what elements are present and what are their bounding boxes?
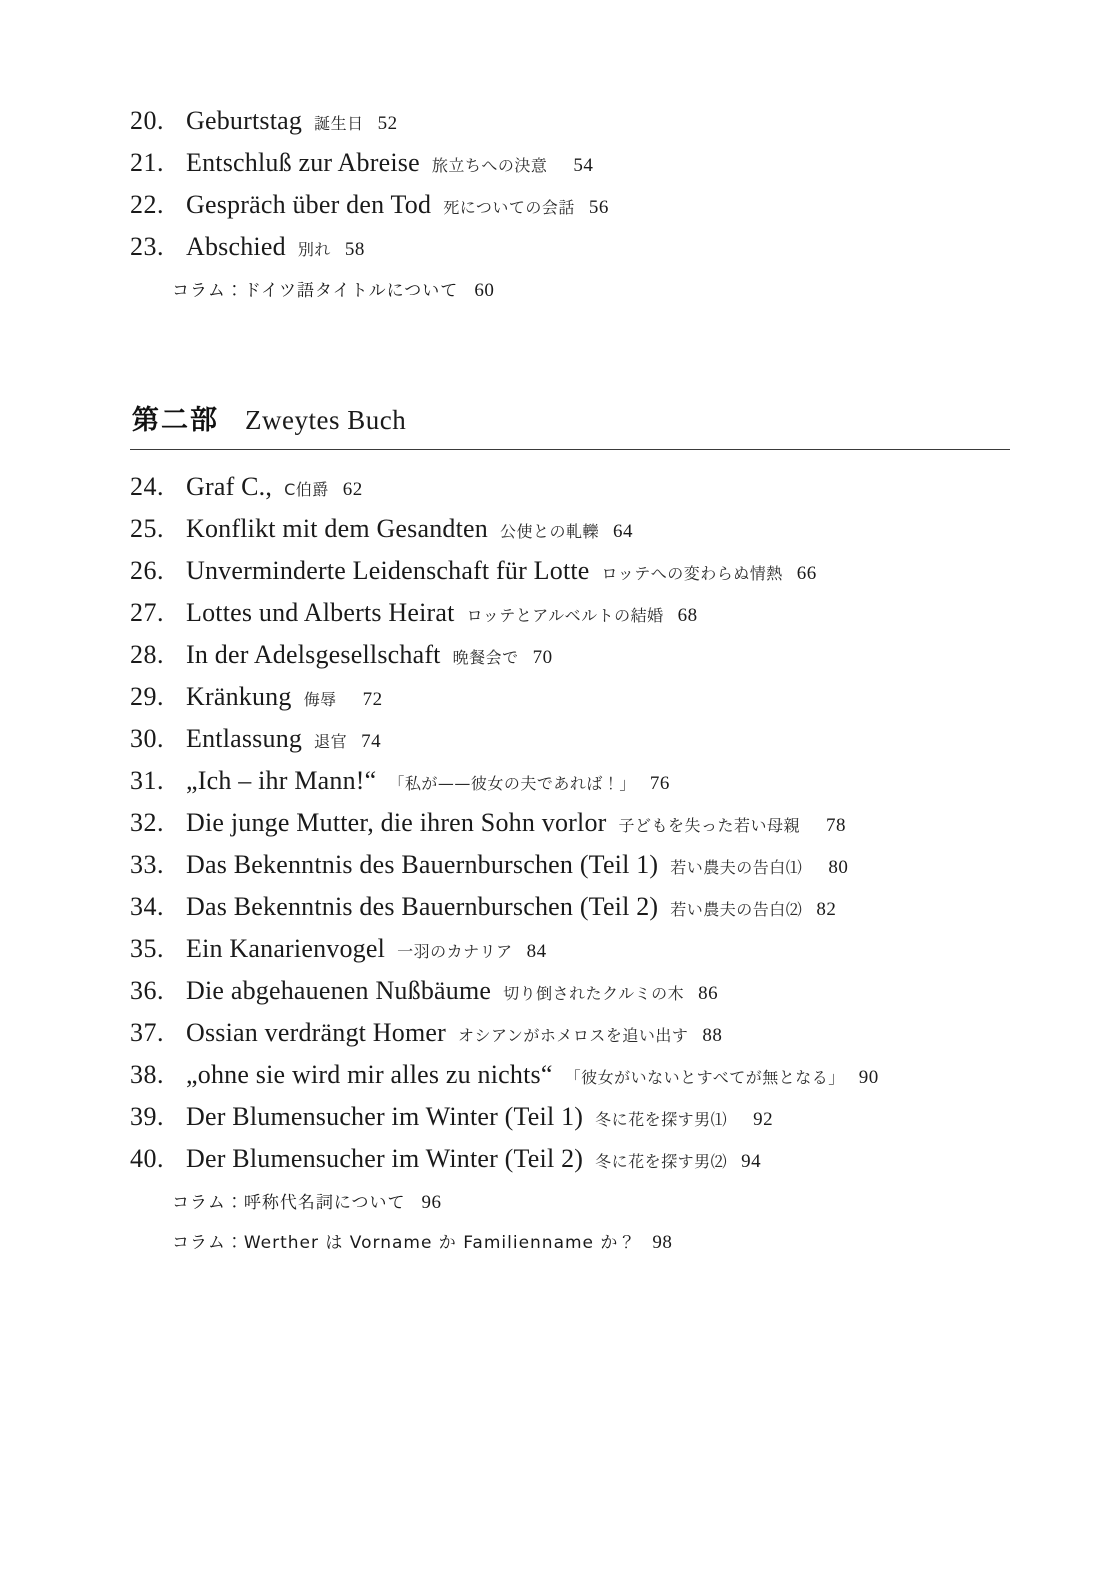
part-heading	[130, 398, 1010, 437]
entry-page-number: 84	[526, 941, 547, 962]
entry-number: 22.	[130, 190, 164, 219]
entry-title-de: Das Bekenntnis des Bauernburschen (Teil 2)	[186, 892, 659, 921]
toc-entry[interactable]	[130, 190, 1010, 220]
column-label: コラム：呼称代名詞について	[172, 1193, 406, 1213]
entry-page-number: 62	[342, 479, 363, 500]
entry-title-de: „Ich – ihr Mann!“	[186, 766, 377, 795]
entry-title-de: Gespräch über den Tod	[186, 190, 432, 219]
entry-title-de: Graf C.,	[186, 472, 273, 501]
toc-entry[interactable]	[130, 976, 1010, 1006]
entry-title-de: Das Bekenntnis des Bauernburschen (Teil 1)	[186, 850, 659, 879]
entry-number: 30.	[130, 724, 164, 753]
entry-page-number: 56	[588, 197, 609, 218]
column-page-number: 96	[421, 1192, 442, 1213]
entry-title-ja: オシアンがホメロスを追い出す	[458, 1026, 689, 1045]
entry-number: 24.	[130, 472, 164, 501]
entry-number: 33.	[130, 850, 164, 879]
part-heading-de: Zweytes Buch	[245, 405, 407, 435]
entry-title-ja: ロッテとアルベルトの結婚	[466, 606, 664, 625]
toc-section-one	[130, 106, 1010, 302]
entry-title-de: „ohne sie wird mir alles zu nichts“	[186, 1060, 553, 1089]
entry-title-de: Entschluß zur Abreise	[186, 148, 420, 177]
entry-title-ja: 公使との軋轢	[499, 522, 599, 541]
entry-page-number: 82	[816, 899, 837, 920]
entry-page-number: 90	[858, 1067, 879, 1088]
toc-section-two	[130, 472, 1010, 1254]
toc-entry[interactable]	[130, 934, 1010, 964]
entry-title-de: Der Blumensucher im Winter (Teil 1)	[186, 1102, 584, 1131]
entry-title-ja: 誕生日	[314, 114, 364, 133]
entry-page-number: 72	[362, 689, 383, 710]
entry-number: 20.	[130, 106, 164, 135]
entry-title-ja: C伯爵	[284, 480, 329, 499]
column-page-number: 98	[652, 1232, 673, 1253]
entry-number: 40.	[130, 1144, 164, 1173]
toc-entry[interactable]	[130, 556, 1010, 586]
entry-title-de: In der Adelsgesellschaft	[186, 640, 441, 669]
entry-title-ja: 「私が——彼女の夫であれば！」	[388, 774, 636, 793]
entry-title-ja: 侮辱	[303, 690, 337, 709]
entry-number: 39.	[130, 1102, 164, 1131]
entry-title-ja: ロッテへの変わらぬ情熱	[601, 564, 783, 583]
entry-page-number: 94	[741, 1151, 762, 1172]
toc-column-entry[interactable]	[130, 276, 1010, 302]
toc-entry[interactable]	[130, 1018, 1010, 1048]
entry-number: 21.	[130, 148, 164, 177]
toc-entry[interactable]	[130, 232, 1010, 262]
entry-title-de: Entlassung	[186, 724, 303, 753]
toc-entry[interactable]	[130, 106, 1010, 136]
toc-column-entry[interactable]	[130, 1188, 1010, 1214]
column-page-number: 60	[474, 280, 495, 301]
toc-entry[interactable]	[130, 640, 1010, 670]
toc-container	[130, 96, 1010, 1260]
entry-title-de: Unverminderte Leidenschaft für Lotte	[186, 556, 590, 585]
entry-title-ja: 冬に花を探す男⑵	[595, 1152, 728, 1171]
entry-number: 31.	[130, 766, 164, 795]
entry-title-de: Kränkung	[186, 682, 292, 711]
entry-number: 37.	[130, 1018, 164, 1047]
entry-title-ja: 晩餐会で	[452, 648, 519, 667]
entry-page-number: 92	[753, 1109, 774, 1130]
entry-title-de: Konflikt mit dem Gesandten	[186, 514, 488, 543]
toc-entry[interactable]	[130, 514, 1010, 544]
entry-title-de: Geburtstag	[186, 106, 303, 135]
toc-entry[interactable]	[130, 724, 1010, 754]
toc-entry[interactable]	[130, 1102, 1010, 1132]
toc-entry[interactable]	[130, 682, 1010, 712]
column-label: コラム：ドイツ語タイトルについて	[172, 281, 459, 301]
entry-page-number: 74	[361, 731, 382, 752]
entry-number: 27.	[130, 598, 164, 627]
entry-title-ja: 「彼女がいないとすべてが無となる」	[564, 1068, 845, 1087]
entry-title-de: Die junge Mutter, die ihren Sohn vorlor	[186, 808, 607, 837]
toc-entry[interactable]	[130, 148, 1010, 178]
toc-entry[interactable]	[130, 472, 1010, 502]
entry-number: 26.	[130, 556, 164, 585]
entry-page-number: 52	[377, 113, 398, 134]
entry-title-de: Die abgehauenen Nußbäume	[186, 976, 492, 1005]
entry-number: 35.	[130, 934, 164, 963]
toc-entry[interactable]	[130, 808, 1010, 838]
entry-number: 23.	[130, 232, 164, 261]
entry-title-ja: 子どもを失った若い母親	[618, 816, 801, 835]
entry-title-ja: 若い農夫の告白⑵	[670, 900, 803, 919]
toc-entry[interactable]	[130, 850, 1010, 880]
toc-entry[interactable]	[130, 1060, 1010, 1090]
entry-page-number: 66	[796, 563, 817, 584]
entry-number: 32.	[130, 808, 164, 837]
entry-title-de: Ossian verdrängt Homer	[186, 1018, 446, 1047]
entry-page-number: 68	[677, 605, 698, 626]
entry-title-de: Der Blumensucher im Winter (Teil 2)	[186, 1144, 584, 1173]
entry-page-number: 78	[826, 815, 847, 836]
entry-number: 36.	[130, 976, 164, 1005]
entry-page-number: 70	[532, 647, 553, 668]
toc-entry[interactable]	[130, 892, 1010, 922]
entry-page-number: 86	[698, 983, 719, 1004]
entry-page-number: 58	[344, 239, 365, 260]
part-divider	[130, 449, 1010, 450]
toc-entry[interactable]	[130, 766, 1010, 796]
toc-entry[interactable]	[130, 598, 1010, 628]
entry-page-number: 54	[573, 155, 594, 176]
entry-title-ja: 若い農夫の告白⑴	[670, 858, 803, 877]
entry-title-ja: 冬に花を探す男⑴	[595, 1110, 728, 1129]
entry-page-number: 80	[828, 857, 849, 878]
entry-page-number: 76	[649, 773, 670, 794]
entry-title-ja: 切り倒されたクルミの木	[503, 984, 685, 1003]
toc-entry[interactable]	[130, 1144, 1010, 1174]
entry-title-ja: 死についての会話	[443, 198, 575, 217]
entry-number: 28.	[130, 640, 164, 669]
entry-title-de: Ein Kanarienvogel	[186, 934, 386, 963]
entry-title-de: Abschied	[186, 232, 286, 261]
part-heading-ja: 第二部	[132, 405, 219, 436]
toc-column-entry[interactable]	[130, 1228, 1010, 1254]
entry-number: 38.	[130, 1060, 164, 1089]
entry-title-ja: 旅立ちへの決意	[431, 156, 548, 175]
entry-title-ja: 退官	[314, 732, 348, 751]
entry-title-ja: 別れ	[297, 240, 331, 259]
entry-number: 25.	[130, 514, 164, 543]
entry-title-ja: 一羽のカナリア	[397, 942, 513, 961]
entry-number: 34.	[130, 892, 164, 921]
entry-page-number: 64	[613, 521, 633, 542]
entry-title-de: Lottes und Alberts Heirat	[186, 598, 455, 627]
top-spacer	[130, 96, 1010, 106]
entry-number: 29.	[130, 682, 164, 711]
entry-page-number: 88	[702, 1025, 723, 1046]
column-label: コラム：Werther は Vorname か Familienname か？	[172, 1233, 637, 1253]
